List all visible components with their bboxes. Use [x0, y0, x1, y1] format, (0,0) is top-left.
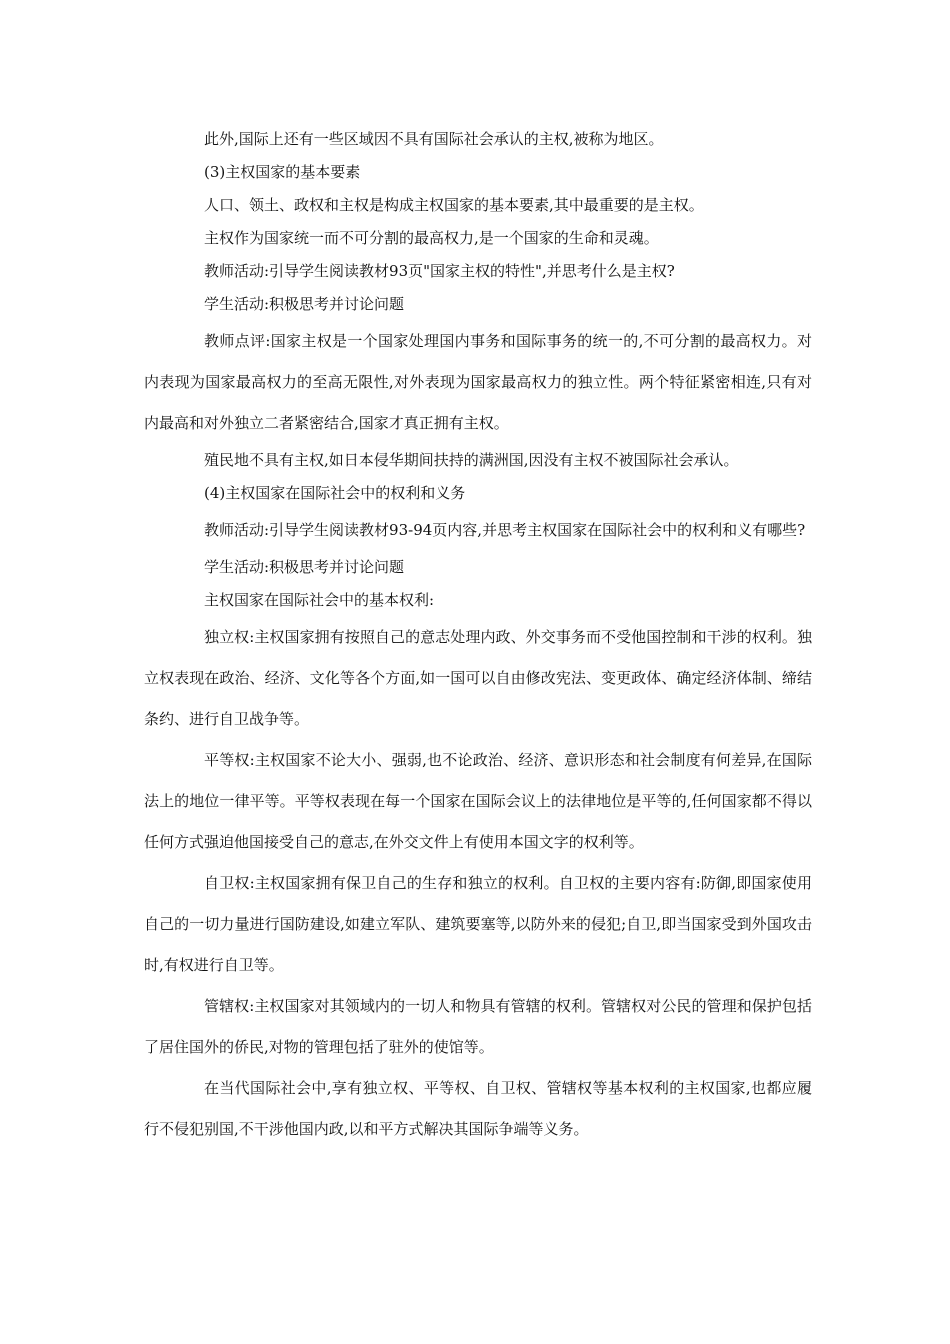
paragraph-basic-elements: 人口、领土、政权和主权是构成主权国家的基本要素,其中最重要的是主权。	[204, 196, 704, 214]
paragraph-jurisdiction-right: 管辖权:主权国家对其领域内的一切人和物具有管辖的权利。管辖权对公民的管理和保护包括了居住国外的侨民,对物的管理包括了驻外的使馆等。	[144, 997, 812, 1056]
paragraph-independence-right: 独立权:主权国家拥有按照自己的意志处理内政、外交事务而不受他国控制和干涉的权利。独立权表现在政治、经济、文化等各个方面,如一国可以自由修改宪法、变更政体、确定经济体制、缔结条约、进行自卫战争等。	[144, 628, 812, 728]
document-page	[144, 123, 812, 1150]
paragraph-colony-note: 殖民地不具有主权,如日本侵华期间扶持的满洲国,因没有主权不被国际社会承认。	[204, 451, 739, 469]
paragraph-teacher-activity-1: 教师活动:引导学生阅读教材93页"国家主权的特性",并思考什么是主权?	[204, 262, 675, 280]
paragraph-obligations: 在当代国际社会中,享有独立权、平等权、自卫权、管辖权等基本权利的主权国家,也都应履行不侵犯别国,不干涉他国内政,以和平方式解决其国际争端等义务。	[144, 1079, 812, 1138]
heading-basic-elements: (3)主权国家的基本要素	[204, 163, 361, 181]
paragraph-sovereignty-soul: 主权作为国家统一而不可分割的最高权力,是一个国家的生命和灵魂。	[204, 229, 659, 247]
paragraph-teacher-comment: 教师点评:国家主权是一个国家处理国内事务和国际事务的统一的,不可分割的最高权力。对内表现为国家最高权力的至高无限性,对外表现为国家最高权力的独立性。两个特征紧密相连,只有对内最高和对外独立二者紧密结合,国家才真正拥有主权。	[144, 332, 812, 432]
paragraph-teacher-activity-2: 教师活动:引导学生阅读教材93-94页内容,并思考主权国家在国际社会中的权利和义有哪些?	[204, 521, 806, 539]
heading-rights-duties: (4)主权国家在国际社会中的权利和义务	[204, 484, 466, 502]
paragraph-basic-rights-intro: 主权国家在国际社会中的基本权利:	[204, 591, 435, 609]
paragraph-student-activity-1: 学生活动:积极思考并讨论问题	[204, 295, 405, 313]
paragraph-self-defense-right: 自卫权:主权国家拥有保卫自己的生存和独立的权利。自卫权的主要内容有:防御,即国家使用自己的一切力量进行国防建设,如建立军队、建筑要塞等,以防外来的侵犯;自卫,即当国家受到外国攻击时,有权进行自卫等。	[144, 874, 812, 974]
paragraph-equality-right: 平等权:主权国家不论大小、强弱,也不论政治、经济、意识形态和社会制度有何差异,在国际法上的地位一律平等。平等权表现在每一个国家在国际会议上的法律地位是平等的,任何国家都不得以任何方式强迫他国接受自己的意志,在外交文件上有使用本国文字的权利等。	[144, 751, 812, 851]
paragraph-region-note: 此外,国际上还有一些区域因不具有国际社会承认的主权,被称为地区。	[204, 130, 664, 148]
paragraph-student-activity-2: 学生活动:积极思考并讨论问题	[204, 558, 405, 576]
